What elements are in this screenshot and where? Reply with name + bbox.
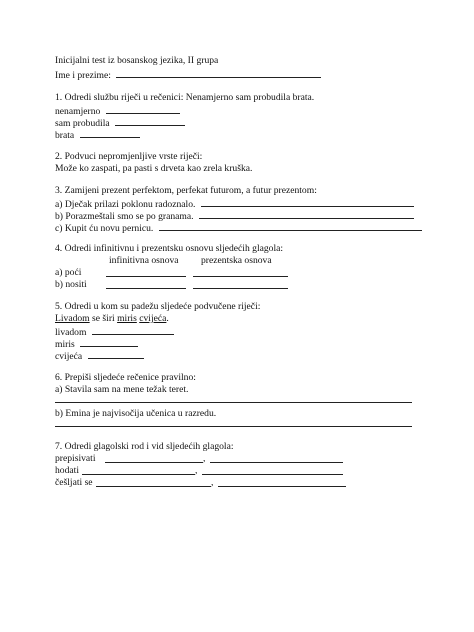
q2-prompt: 2. Podvuci nepromjenljive vrste riječi: (55, 151, 203, 162)
q3-answer-blank[interactable] (159, 221, 422, 231)
q3-item (55, 221, 422, 235)
name-label: Ime i prezime: (55, 70, 111, 81)
q4-prompt: 4. Odredi infinitivnu i prezentsku osnovu sljedećih glagola: (55, 243, 284, 254)
q1-item (55, 128, 140, 142)
q1-answer-blank[interactable] (80, 128, 140, 138)
q1-answer-blank[interactable] (106, 104, 180, 114)
q5-answer-blank[interactable] (88, 349, 144, 359)
q3-prompt: 3. Zamijeni prezent perfektom, perfekat futurom, a futur prezentom: (55, 185, 317, 196)
test-title: Inicijalni test iz bosanskog jezika, II grupa (55, 55, 219, 66)
q3-answer-blank[interactable] (199, 209, 414, 219)
sentence-text: . (166, 313, 169, 324)
q7-separator: , (195, 465, 198, 476)
q7-voice-blank[interactable] (105, 453, 206, 464)
q5-answer-blank[interactable] (80, 337, 138, 347)
underlined-word: miris (117, 313, 137, 324)
q5-prompt: 5. Odredi u kom su padežu sljedeće podvučene riječi: (55, 301, 261, 312)
q7-aspect-blank[interactable] (210, 453, 343, 463)
q4-infinitive-blank[interactable] (106, 279, 186, 289)
q3-item-label: b) Porazmeštali smo se po granama. (55, 211, 194, 222)
underlined-word: cvijeća (139, 313, 167, 324)
q4-item-label: b) nositi (55, 279, 87, 290)
q7-voice-blank[interactable] (96, 477, 214, 488)
q7-item-label: hodati (55, 465, 79, 476)
q4-col-infinitive-header: infinitivna osnova (109, 255, 179, 266)
q4-infinitive-blank[interactable] (106, 267, 186, 277)
name-blank[interactable] (116, 68, 321, 78)
q5-sentence (55, 313, 169, 325)
q6-item: a) Stavila sam na mene težak teret. (55, 384, 189, 395)
q1-answer-blank[interactable] (115, 116, 185, 126)
q7-aspect-blank[interactable] (202, 465, 343, 475)
name-line (55, 68, 321, 82)
q1-prompt: 1. Odredi službu riječi u rečenici: Nenamjerno sam probudila brata. (55, 92, 315, 103)
q7-item-label: češljati se (55, 477, 93, 488)
q5-item (55, 349, 144, 363)
underlined-word: Livadom (55, 313, 90, 324)
q7-prompt: 7. Odredi glagolski rod i vid sljedećih glagola: (55, 441, 234, 452)
q6-prompt: 6. Prepiši sljedeće rečenice pravilno: (55, 372, 196, 383)
sentence-text: se širi (89, 313, 118, 324)
q5-item-label: livadom (55, 327, 87, 338)
q3-item-label: c) Kupit ću novu pernicu. (55, 223, 154, 234)
q7-separator: , (203, 453, 206, 464)
q4-col-present-header: prezentska osnova (201, 255, 272, 266)
q7-separator: , (211, 477, 214, 488)
q1-item-label: nenamjerno (55, 106, 101, 117)
q5-answer-blank[interactable] (92, 325, 174, 335)
q5-item-label: cvijeća (55, 351, 83, 362)
q1-item-label: sam probudila (55, 118, 110, 129)
q7-voice-blank[interactable] (82, 465, 198, 476)
q6-item: b) Emina je najvisočija učenica u razredu. (55, 408, 217, 419)
q4-present-blank[interactable] (193, 279, 288, 289)
q1-item-label: brata (55, 130, 75, 141)
q7-aspect-blank[interactable] (218, 477, 346, 487)
q3-item-label: a) Dječak prilazi poklonu radoznalo. (55, 199, 196, 210)
q4-item-label: a) poći (55, 267, 82, 278)
q2-sentence: Može ko zaspati, pa pasti s drveta kao zrela kruška. (55, 163, 253, 174)
q6-answer-line[interactable] (55, 426, 412, 427)
q7-item-label: prepisivati (55, 453, 96, 464)
q3-answer-blank[interactable] (201, 197, 414, 207)
q6-answer-line[interactable] (55, 402, 412, 403)
q5-item-label: miris (55, 339, 75, 350)
q4-present-blank[interactable] (193, 267, 288, 277)
